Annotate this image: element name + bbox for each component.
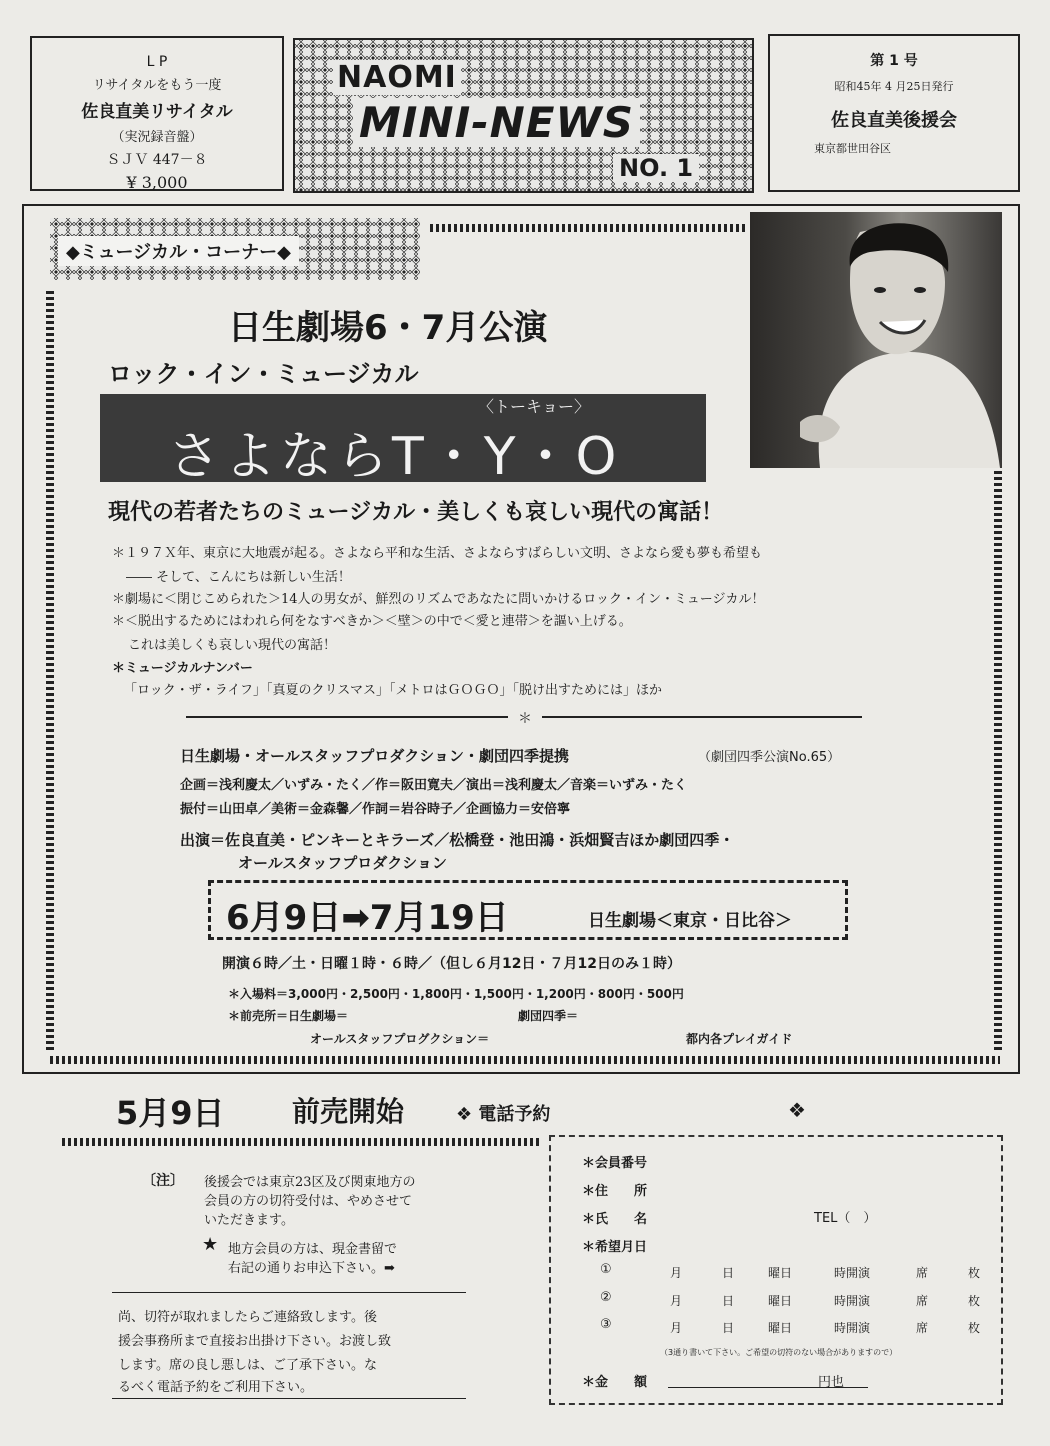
row-time: 時開演 [834,1266,871,1280]
notes-line-1: 後援会では東京23区及び関東地方の [204,1175,416,1190]
credits-staff-2: 振付＝山田卓／美術＝金森馨／作詞＝岩谷時子／企画協力＝安倍寧 [180,802,571,817]
schedule-venue: 日生劇場＜東京・日比谷＞ [588,911,792,931]
notes-line-5: 右記の通りお申込下さい。➡ [228,1261,395,1276]
contact-divider [112,1398,466,1399]
description-line-3: ＊劇場に＜閉じこめられた＞14人の男女が、鮮烈のリズムであなたに問いかけるロック・イン・ミュージカル！ [112,592,765,607]
publisher-address: 東京都世田谷区 [814,142,891,155]
contact-line-2: 援会事務所まで直接お出掛け下さい。お渡し致 [118,1334,392,1349]
row-count: 枚 [968,1321,981,1335]
row-number: ③ [600,1317,612,1332]
schedule-sales-guide: 都内各プレイガイド [686,1032,793,1046]
description-line-2: ―― そして、こんにちは新しい生活！ [126,570,351,585]
notes-line-2: 会員の方の切符受付は、やめさせて [204,1194,413,1209]
form-wish: ＊希望月日 [582,1240,648,1255]
row-count: 枚 [968,1266,981,1280]
row-time: 時開演 [834,1321,871,1335]
title-ruby: 〈トーキョー〉 [478,397,591,416]
frame-left-border [46,290,54,1050]
masthead [293,38,754,193]
star-icon: ★ [202,1234,219,1255]
presale-phone: ❖ 電話予約 [456,1104,551,1125]
row-seat: 席 [916,1294,929,1308]
row-weekday: 曜日 [768,1266,793,1280]
row-month: 月 [670,1266,683,1280]
row-seat: 席 [916,1321,929,1335]
show-title: さよならT・Y・O [168,427,621,487]
divider-left [186,716,508,718]
presale-divider [62,1138,542,1146]
description-line-1: ＊１９７Ｘ年、東京に大地震が起る。さよなら平和な生活、さよならすばらしい文明、さよなら愛も夢も希望も [112,546,763,561]
masthead-line3: NO. 1 [613,154,699,182]
form-footnote: （3通り書いて下さい。ご希望の切符のない場合がありますので） [660,1348,898,1357]
divider-mark: ＊ [518,711,532,727]
divider-right [542,716,862,718]
presale-mark: ❖ [788,1098,806,1122]
schedule-sales-allstaff: オールスタッフプログクション＝ [310,1032,490,1046]
credits-production: 日生劇場・オールスタッフプロダクション・劇団四季提携 [180,747,569,765]
corner-label: ◆ミュージカル・コーナー◆ [58,236,299,266]
show-tagline: 現代の若者たちのミュージカル・美しくも哀しい現代の寓話！ [108,500,724,525]
form-amount-label: ＊金 額 [582,1375,648,1390]
portrait-photo [750,212,1002,468]
lp-subtitle: リサイタルをもう一度 [92,78,222,93]
row-month: 月 [670,1321,683,1335]
schedule-sales-shiki: 劇団四季＝ [518,1009,579,1023]
row-number: ② [600,1290,612,1305]
lp-box [30,36,284,191]
masthead-line1: NAOMI [333,60,461,95]
row-time: 時開演 [834,1294,871,1308]
masthead-line2: MINI-NEWS [353,98,640,147]
row-day: 日 [722,1294,735,1308]
row-day: 日 [722,1321,735,1335]
schedule-dates: 6月9日➡7月19日 [226,898,509,938]
credits-cast-1: 出演＝佐良直美・ピンキーとキラーズ／松橋登・池田鴻・浜畑賢吉ほか劇団四季・ [180,831,735,849]
description-line-7: 「ロック・ザ・ライフ」「真夏のクリスマス」「メトロはＧＯＧＯ」「脱け出すためには」ほか [124,683,662,698]
form-member-no: ＊会員番号 [582,1156,648,1171]
show-genre: ロック・イン・ミュージカル [108,360,419,388]
notes-divider [112,1292,466,1293]
presale-label: 前売開始 [292,1095,405,1128]
lp-catalog: ＳＪＶ 447－８ [106,152,208,168]
presale-date: 5月9日 [116,1094,225,1132]
lp-type: （実況録音盤） [111,130,203,145]
credits-production-note: （劇団四季公演No.65） [698,750,841,765]
form-tel: TEL（ ） [814,1211,877,1226]
description-line-4: ＊＜脱出するためにはわれら何をなすべきか＞＜壁＞の中で＜愛と連帯＞を謳い上げる。 [112,614,632,629]
description-line-5: これは美しくも哀しい現代の寓話！ [128,638,337,653]
row-weekday: 曜日 [768,1321,793,1335]
credits-staff-1: 企画＝浅利慶太／いずみ・たく／作＝阪田寛夫／演出＝浅利慶太／音楽＝いずみ・たく [180,778,688,793]
contact-line-4: るべく電話予約をご利用下さい。 [118,1380,314,1395]
schedule-prices: ＊入場料＝3,000円・2,500円・1,800円・1,500円・1,200円・800円・500円 [228,987,684,1001]
description-line-6: ＊ミュージカルナンバー [112,661,253,676]
notes-tag: 〔注〕 [142,1173,184,1189]
portrait-illustration [750,212,1002,468]
row-number: ① [600,1262,612,1277]
form-address: ＊住 所 [582,1184,648,1199]
row-weekday: 曜日 [768,1294,793,1308]
schedule-sales: ＊前売所＝日生劇場＝ [228,1009,349,1023]
lp-label: L P [146,54,168,70]
row-day: 日 [722,1266,735,1280]
notes-line-4: 地方会員の方は、現金書留で [228,1242,398,1257]
frame-right-border [994,470,1002,1050]
frame-bottom-border [50,1056,1000,1064]
issue-date: 昭和45年 4 月25日発行 [834,80,954,93]
credits-cast-2: オールスタッフプロダクション [238,854,447,872]
contact-line-3: します。席の良し悪しは、ご了承下さい。な [118,1358,377,1373]
show-headline: 日生劇場6・7月公演 [228,308,548,348]
publisher: 佐良直美後援会 [831,110,957,131]
issue-box [768,34,1020,192]
issue-number: 第 1 号 [870,53,918,69]
row-seat: 席 [916,1266,929,1280]
lp-title: 佐良直美リサイタル [81,102,233,122]
contact-line-1: 尚、切符が取れましたらご連絡致します。後 [118,1310,377,1325]
form-name: ＊氏 名 [582,1212,648,1227]
row-month: 月 [670,1294,683,1308]
lp-price: ¥ 3,000 [126,173,188,192]
form-amount-unit: 円也 [818,1375,845,1390]
schedule-times: 開演６時／土・日曜１時・６時／（但し６月12日・７月12日のみ１時） [222,956,681,972]
notes-line-3: いただきます。 [204,1213,294,1228]
frame-top-border [430,224,746,232]
row-count: 枚 [968,1294,981,1308]
